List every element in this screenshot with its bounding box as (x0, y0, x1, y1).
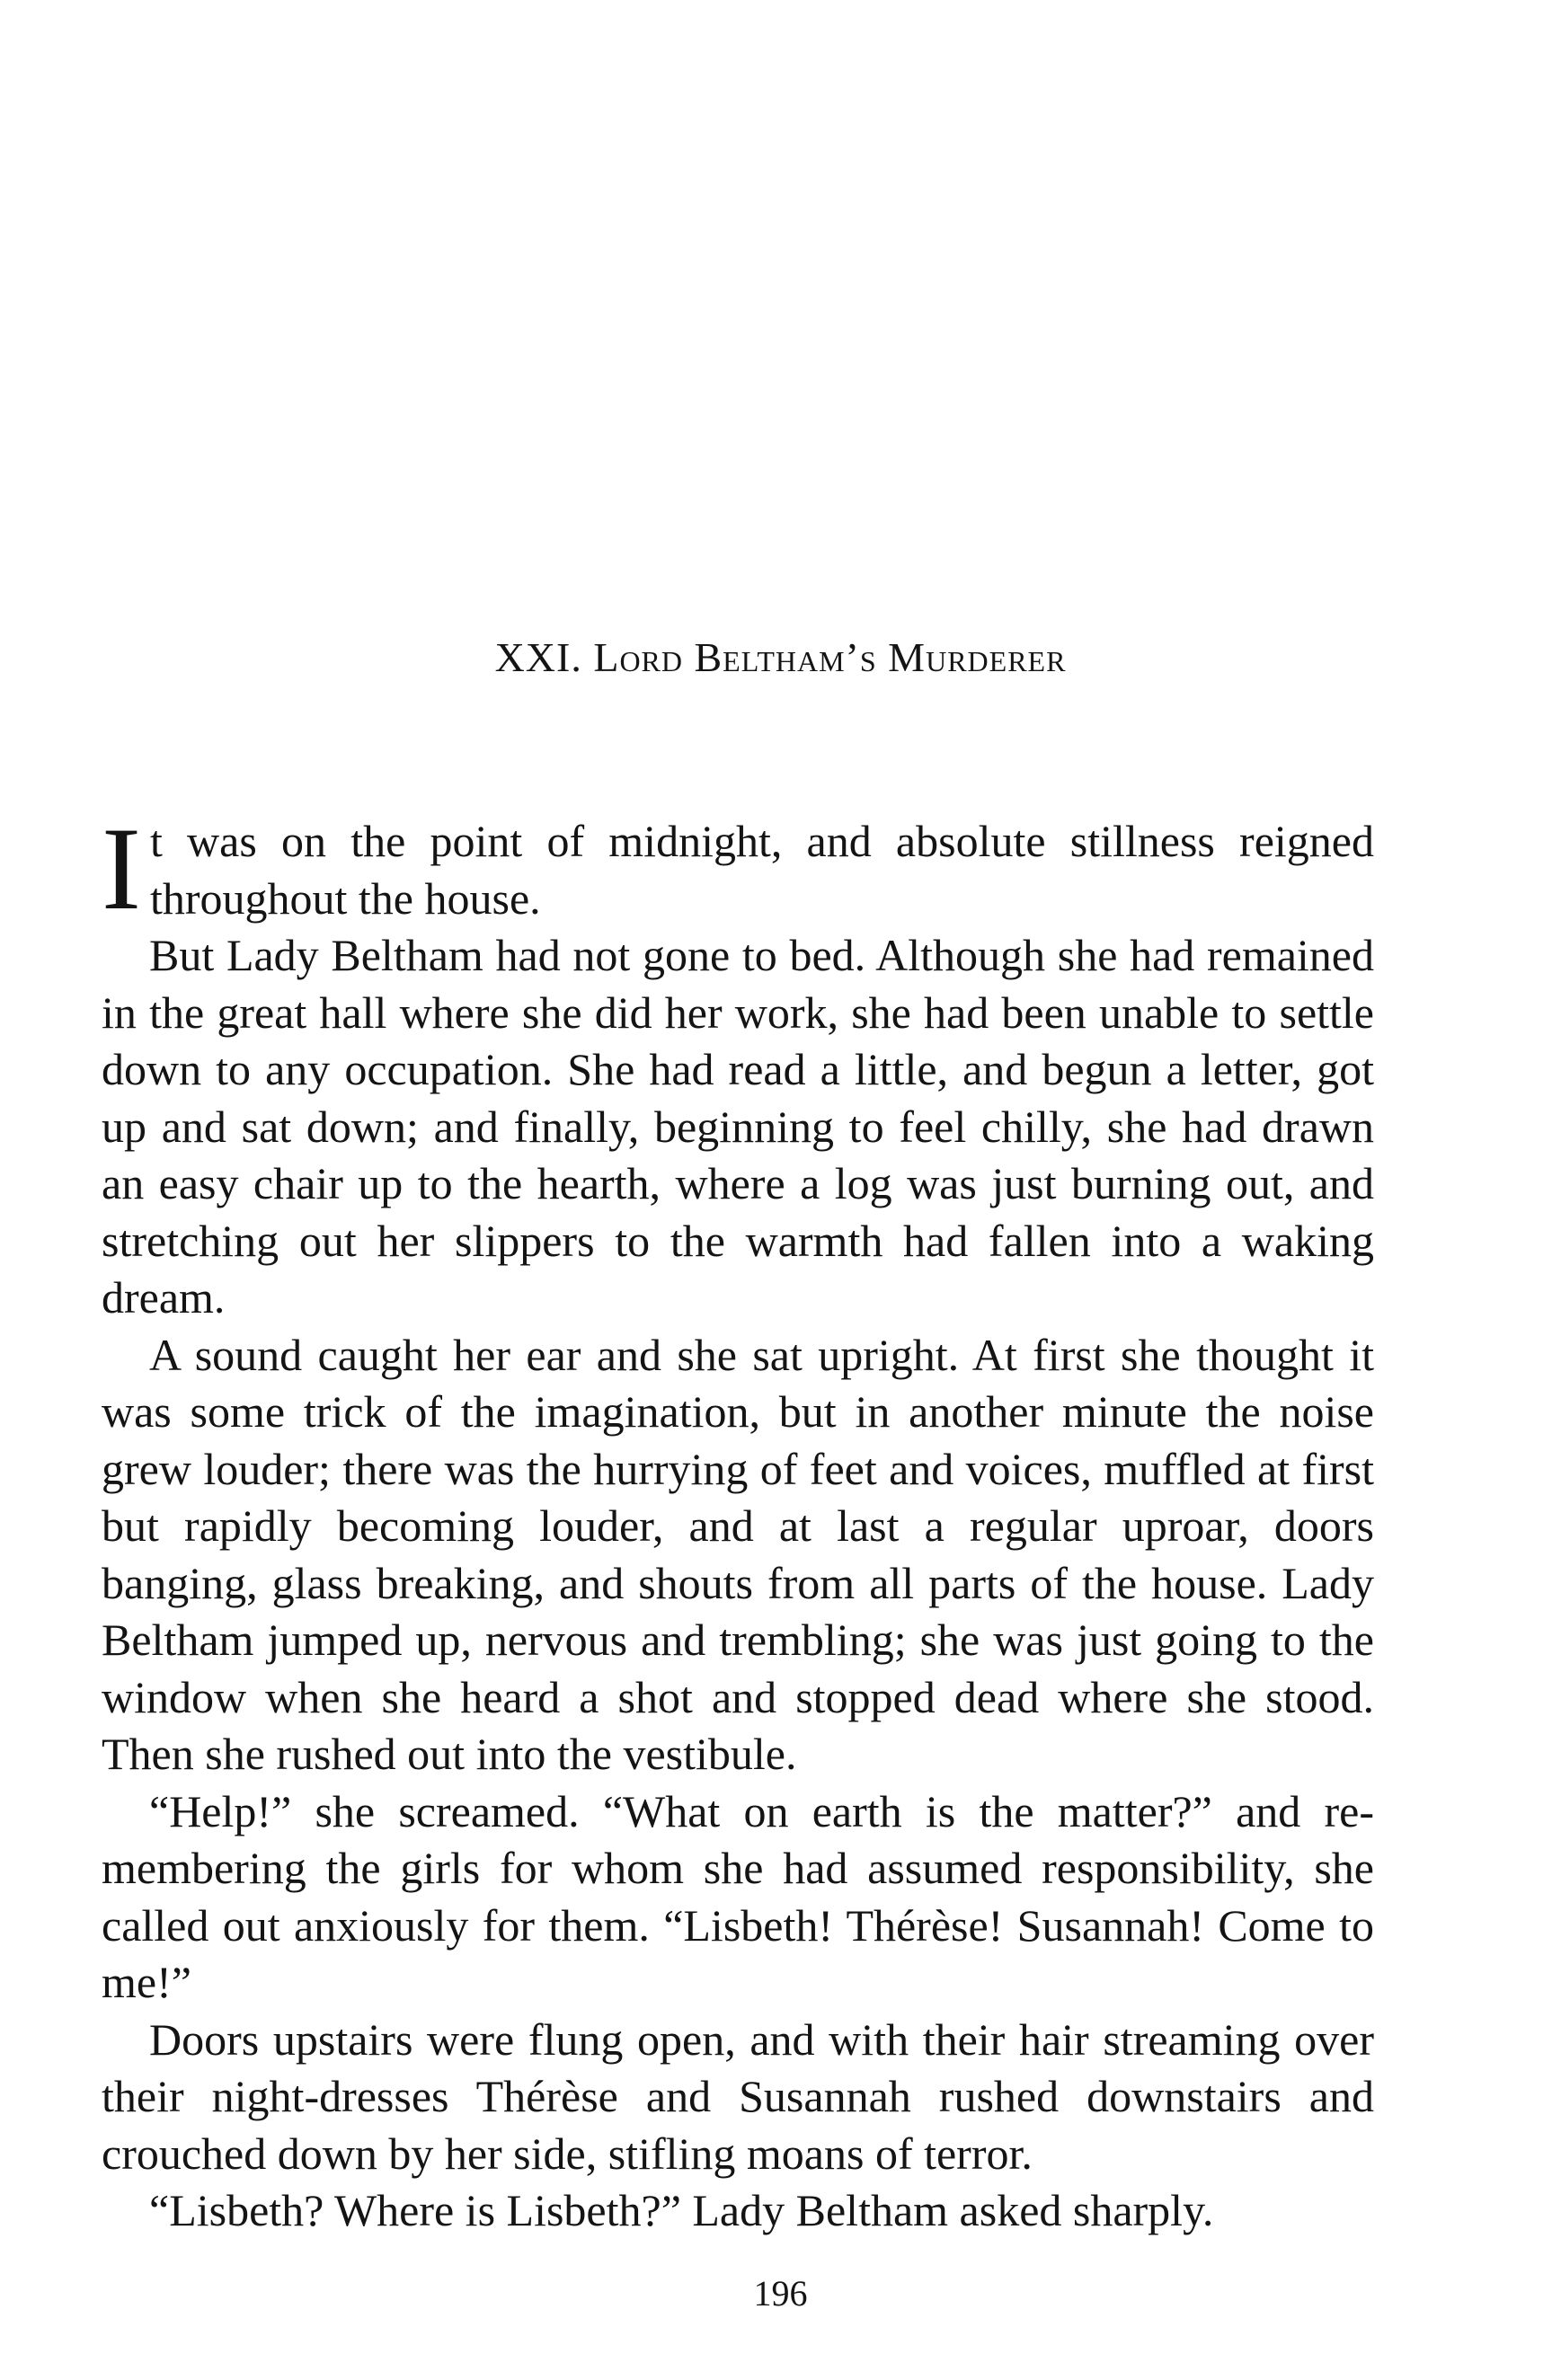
paragraph-6: “Lisbeth? Where is Lisbeth?” Lady Beltham asked sharply. (149, 2185, 1214, 2235)
chapter-body (102, 802, 1374, 2240)
chapter-numeral: XXI. (494, 634, 582, 680)
paragraph-3: A sound caught her ear and she sat upright. At first she thought it was some trick of the imagination, but in another minute the noise grew louder; there was the hurrying of feet and voices, muffled at first but rapidly becoming louder, and at last a regular uproar, doors banging, glass breaking, and shouts from all parts of the house. Lady Beltham jumped up, nervous and trembling; she was just going to the window when she heard a shot and stopped dead where she stood. Then she rushed out into the vestibule. (102, 1329, 1374, 1779)
paragraph-1-text: t was on the point of midnight, and absolute stillness reigned throughout the house. (149, 816, 1374, 924)
drop-cap: I (102, 802, 141, 934)
chapter-title (0, 631, 1561, 685)
paragraph-4: “Help!” she screamed. “What on earth is the matter?” and remembering the girls for whom she had assumed responsibility, she called out anxiously for them. “Lisbeth! Thérèse! Susannah! Come to me!” (102, 1785, 1374, 2007)
chapter-name: Lord Beltham’s Murderer (593, 634, 1067, 680)
paragraph-1 (102, 802, 1374, 934)
paragraph-5: Doors upstairs were flung open, and with their hair streaming over their night-dresses Thérèse and Susannah rushed downstairs and crouched down by her side, stifling moans of terror. (102, 2013, 1374, 2179)
paragraph-2: But Lady Beltham had not gone to bed. Although she had remained in the great hall where she did her work, she had been unable to settle down to any occupation. She had read a little, and begun a letter, got up and sat down; and finally, beginning to feel chilly, she had drawn an easy chair up to the hearth, where a log was just burning out, and stretching out her slippers to the warmth had fallen into a waking dream. (102, 930, 1374, 1323)
page-number: 196 (753, 2273, 808, 2314)
